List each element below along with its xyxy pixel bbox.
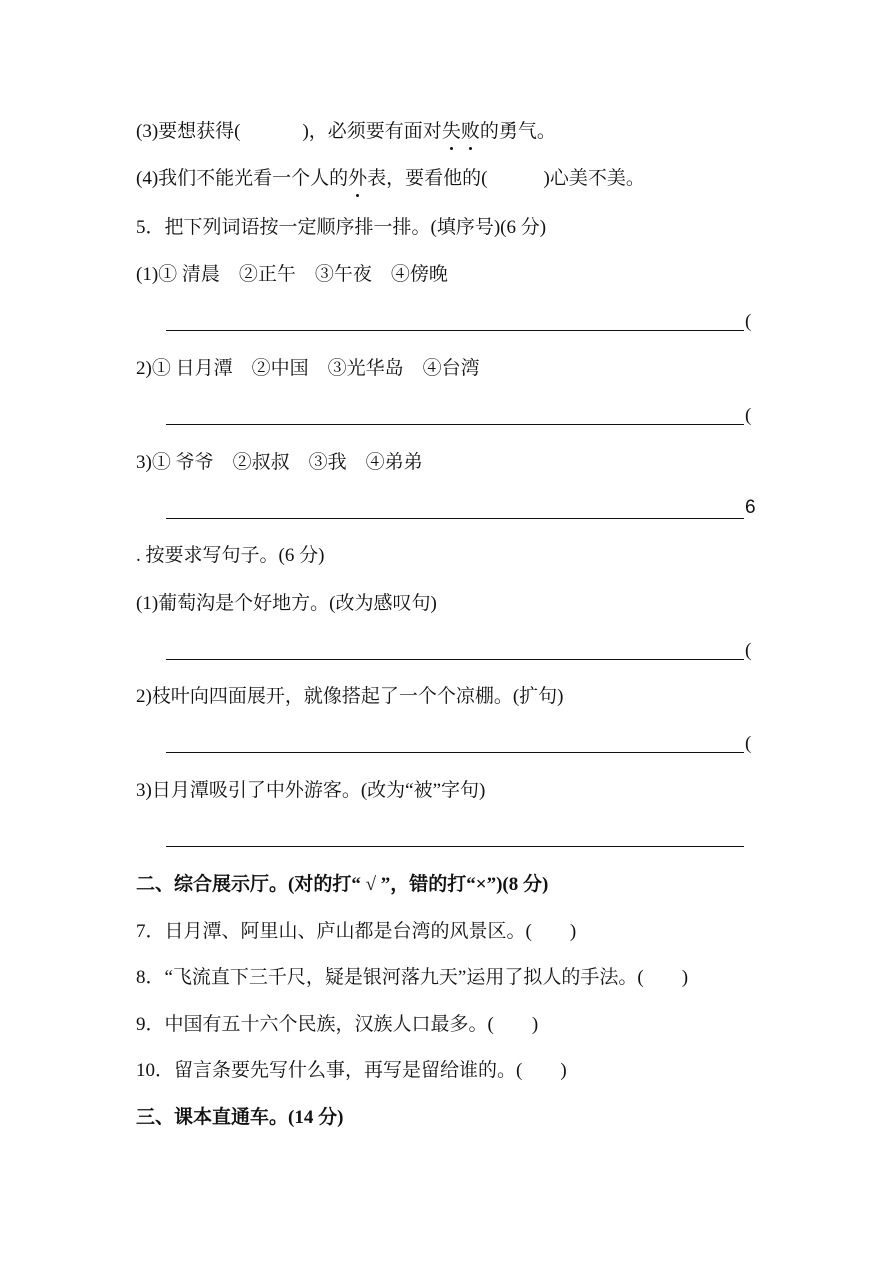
q5-answer-line-1[interactable] (166, 330, 744, 331)
q6-item1: (1)葡萄沟是个好地方。(改为感叹句) (136, 593, 437, 614)
q6-item2: 2)枝叶向四面展开，就像搭起了一个个凉棚。(扩句) (136, 686, 564, 707)
q4-item4 (136, 167, 645, 191)
q5-item2: 2)① 日月潭 ②中国 ③光华岛 ④台湾 (136, 358, 480, 379)
dotted-char: 外 (348, 168, 368, 189)
q5-tail-3: 6 (745, 497, 756, 518)
q5-tail-2: ( (745, 405, 752, 426)
q6-item3: 3)日月潭吸引了中外游客。(改为“被”字句) (136, 780, 486, 801)
q10: 10．留言条要先写什么事，再写是留给谁的。( ) (136, 1060, 567, 1081)
q4-item3-mid: )，必须要有面对 (302, 121, 442, 142)
q6-answer-line-2[interactable] (166, 752, 744, 753)
dotted-char: 败 (460, 121, 480, 142)
q4-item3-post: 的勇气。 (479, 121, 556, 142)
section2-title: 二、综合展示厅。(对的打“ √ ”，错的打“×”)(8 分) (136, 874, 549, 895)
q4-item4-mid: 表，要看他的( (367, 168, 488, 189)
q6-title: . 按要求写句子。(6 分) (136, 545, 325, 566)
q6-answer-line-3[interactable] (166, 846, 744, 847)
q9: 9．中国有五十六个民族，汉族人口最多。( ) (136, 1014, 539, 1035)
q5-item3: 3)① 爷爷 ②叔叔 ③我 ④弟弟 (136, 452, 423, 473)
q5-title: 5．把下列词语按一定顺序排一排。(填序号)(6 分) (136, 217, 547, 238)
q6-tail-1: ( (745, 640, 752, 661)
q4-item3-pre: (3)要想获得( (136, 121, 241, 142)
q4-item3 (136, 120, 556, 144)
q4-item4-pre: (4)我们不能光看一个人的 (136, 168, 349, 189)
q5-item1: (1)① 清晨 ②正午 ③午夜 ④傍晚 (136, 264, 448, 285)
q5-answer-line-2[interactable] (166, 424, 744, 425)
q6-answer-line-1[interactable] (166, 659, 744, 660)
section3-title: 三、课本直通车。(14 分) (136, 1107, 344, 1128)
dotted-char: 失 (441, 121, 461, 142)
q7: 7．日月潭、阿里山、庐山都是台湾的风景区。( ) (136, 921, 577, 942)
q6-tail-2: ( (745, 733, 752, 754)
q8: 8．“飞流直下三千尺，疑是银河落九天”运用了拟人的手法。( ) (136, 967, 689, 988)
q5-tail-1: ( (745, 311, 752, 332)
q4-item4-post: )心美不美。 (543, 168, 645, 189)
q5-answer-line-3[interactable] (166, 518, 744, 519)
